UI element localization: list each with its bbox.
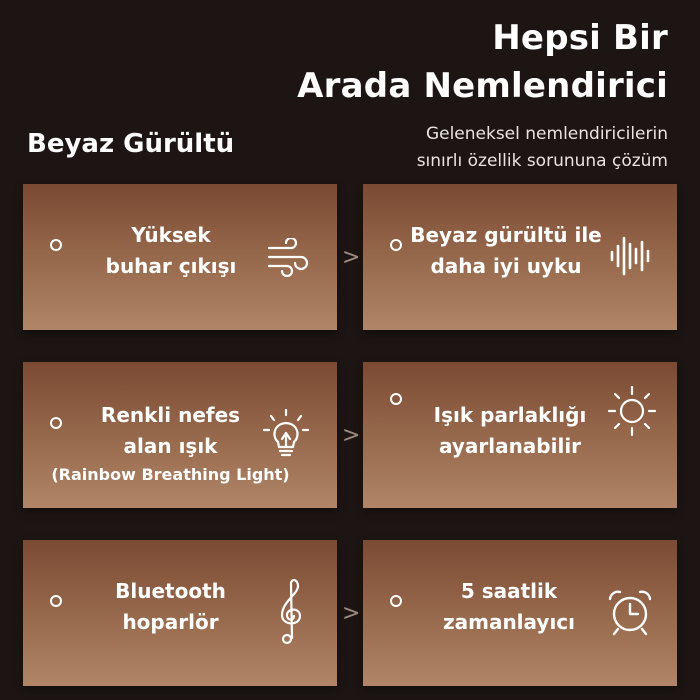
- feature-card-white-noise: [363, 184, 677, 330]
- feature-card-rainbow-light: [23, 362, 337, 508]
- feature-label: [425, 400, 595, 462]
- subtitle: [417, 121, 668, 175]
- subtitle-line-1: Geleneksel nemlendiricilerin: [425, 124, 668, 144]
- feature-label: [401, 220, 611, 282]
- alarm-clock-icon: [607, 588, 653, 636]
- arrow-icon: >: [342, 601, 361, 626]
- feature-card-brightness: [363, 362, 677, 508]
- feature-label-line-1: Yüksek: [131, 223, 211, 247]
- section-heading: Beyaz Gürültü: [27, 129, 235, 159]
- bullet-icon: [50, 595, 62, 607]
- arrow-icon: >: [342, 423, 361, 448]
- feature-label-line-2: ayarlanabilir: [438, 434, 582, 458]
- feature-label-line-1: 5 saatlik: [460, 579, 558, 603]
- feature-label-line-2: daha iyi uyku: [430, 254, 582, 278]
- feature-label-line-1: Beyaz gürültü ile: [410, 223, 602, 247]
- title-line-1: Hepsi Bir: [492, 18, 668, 58]
- feature-card-bluetooth-speaker: [23, 540, 337, 686]
- bullet-icon: [390, 393, 402, 405]
- feature-label-line-1: Bluetooth: [115, 579, 226, 603]
- arrow-icon: >: [342, 245, 361, 270]
- feature-label: [103, 576, 238, 638]
- page-title: [297, 14, 668, 110]
- wind-icon: [267, 238, 313, 278]
- light-bulb-icon: [261, 408, 311, 460]
- feature-card-steam-output: [23, 184, 337, 330]
- treble-clef-icon: [277, 578, 305, 648]
- feature-label-line-2: buhar çıkışı: [105, 254, 237, 278]
- feature-label-line-1: Renkli nefes: [100, 403, 241, 427]
- bullet-icon: [50, 239, 62, 251]
- feature-label: [87, 220, 255, 282]
- title-line-2: Arada Nemlendirici: [297, 66, 668, 106]
- feature-label-line-2: zamanlayıcı: [442, 610, 576, 634]
- feature-label-note: (Rainbow Breathing Light): [51, 465, 290, 484]
- feature-label: [425, 576, 593, 638]
- feature-label-line-2: hoparlör: [122, 610, 219, 634]
- sound-wave-icon: [609, 234, 653, 278]
- feature-label-line-1: Işık parlaklığı: [433, 403, 587, 427]
- sun-icon: [607, 384, 657, 438]
- feature-card-timer: [363, 540, 677, 686]
- feature-label-line-2: alan ışık: [123, 434, 218, 458]
- bullet-icon: [390, 595, 402, 607]
- subtitle-line-2: sınırlı özellik sorununa çözüm: [416, 151, 668, 171]
